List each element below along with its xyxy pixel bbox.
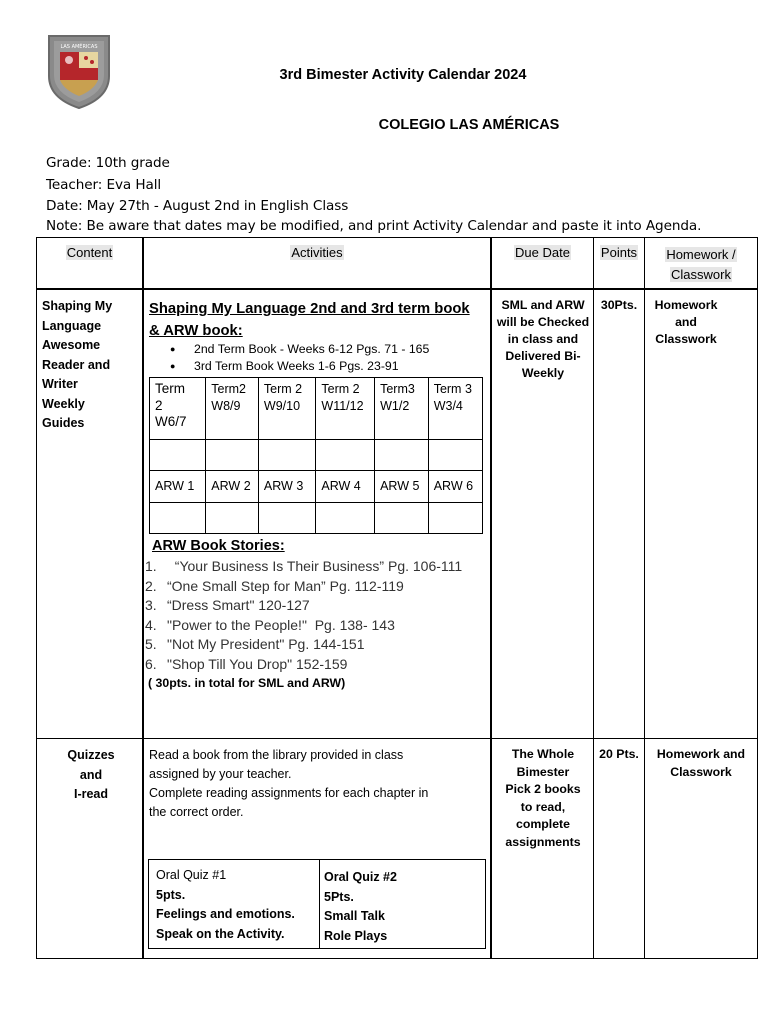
arw-cell: ARW 2	[206, 471, 259, 503]
arw-blank-cell	[375, 503, 429, 534]
header-activities: Activities	[291, 245, 343, 260]
oral-quiz-2: Oral Quiz #2 5Pts. Small Talk Role Plays	[324, 870, 397, 943]
week-cell: Term 2 W6/7	[150, 378, 206, 440]
week-blank-cell	[206, 440, 259, 471]
week-cell: Term3 W1/2	[375, 378, 429, 440]
arw-blank-cell	[258, 503, 315, 534]
arw-cell: ARW 5	[375, 471, 429, 503]
header-homework: Homework / Classwork	[666, 247, 736, 282]
row2-points: 20 Pts.	[599, 747, 639, 761]
page-title: 3rd Bimester Activity Calendar 2024	[279, 67, 527, 83]
week-blank-cell	[150, 440, 206, 471]
oral-quiz-1: Oral Quiz #1 5pts. Feelings and emotions. Speak on the Activity.	[156, 868, 295, 941]
week-blank-cell	[258, 440, 315, 471]
row2-content: Quizzes and I-read	[67, 748, 115, 801]
row1-points: 30Pts.	[600, 298, 638, 312]
grade-line: Grade: 10th grade	[46, 155, 170, 171]
header-due-date: Due Date	[515, 245, 570, 260]
list-item: 1. “Your Business Is Their Business” Pg. 106-111	[145, 558, 463, 574]
note-line: Note: Be aware that dates may be modified, and print Activity Calendar and paste it into Agenda.	[46, 218, 702, 234]
week-cell: Term2 W8/9	[206, 378, 259, 440]
list-item: 3. “Dress Smart" 120-127	[145, 597, 310, 613]
arw-cell: ARW 1	[150, 471, 206, 503]
week-blank-cell	[316, 440, 375, 471]
arw-cell: ARW 3	[258, 471, 315, 503]
week-cell: Term 2 W9/10	[258, 378, 315, 440]
week-cell: Term 2 W11/12	[316, 378, 375, 440]
row1-due-date: SML and ARW will be Checked in class and Delivered Bi- Weekly	[496, 298, 590, 380]
list-item: ● 3rd Term Book Weeks 1-6 Pgs. 23-91	[172, 358, 429, 375]
logo-text: LAS AMÉRICAS	[60, 44, 98, 50]
weeks-table	[149, 377, 483, 534]
reading-instructions: Read a book from the library provided in class assigned by your teacher. Complete reading assignments for each chapter in the correct order.	[149, 748, 429, 819]
row2-homework: Homework and Classwork	[656, 747, 746, 779]
row1-content: Shaping My Language Awesome Reader and Writer Weekly Guides	[42, 299, 113, 430]
row1-homework: Homework and Classwork	[654, 298, 718, 346]
teacher-line: Teacher: Eva Hall	[46, 177, 162, 193]
arw-blank-cell	[150, 503, 206, 534]
list-item: 4. "Power to the People!" Pg. 138- 143	[145, 616, 395, 633]
stories-list	[145, 557, 462, 674]
stories-title: ARW Book Stories:	[152, 538, 285, 554]
row2-due-date: The Whole Bimester Pick 2 books to read, complete assignments	[505, 747, 581, 849]
arw-cell: ARW 6	[428, 471, 482, 503]
week-blank-cell	[428, 440, 482, 471]
header-points: Points	[600, 245, 638, 260]
arw-blank-cell	[428, 503, 482, 534]
week-cell: Term 3 W3/4	[428, 378, 482, 440]
total-points-note: ( 30pts. in total for SML and ARW)	[148, 676, 346, 690]
list-item: 6. "Shop Till You Drop" 152-159	[145, 655, 348, 672]
list-item: ● 2nd Term Book - Weeks 6-12 Pgs. 71 - 165	[172, 341, 429, 358]
arw-blank-cell	[206, 503, 259, 534]
week-blank-cell	[375, 440, 429, 471]
oral-quiz-box	[148, 859, 486, 949]
header-content: Content	[66, 245, 113, 260]
arw-blank-cell	[316, 503, 375, 534]
sml-title: Shaping My Language 2nd and 3rd term book & ARW book:	[149, 301, 470, 339]
list-item: 5. "Not My President" Pg. 144-151	[145, 636, 365, 652]
term-bullets	[172, 341, 429, 375]
list-item: 2. “One Small Step for Man” Pg. 112-119	[145, 577, 404, 594]
arw-cell: ARW 4	[316, 471, 375, 503]
school-name: COLEGIO LAS AMÉRICAS	[378, 117, 560, 133]
date-line: Date: May 27th - August 2nd in English Class	[46, 198, 349, 214]
